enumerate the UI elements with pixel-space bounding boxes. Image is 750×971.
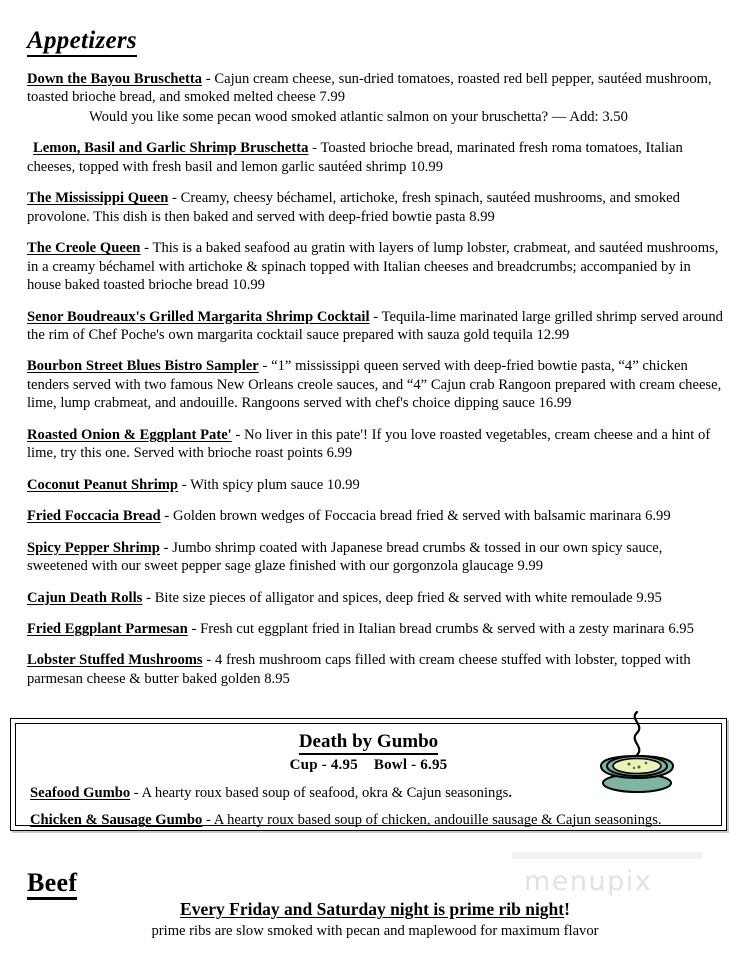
menu-item: [27, 507, 725, 525]
item-description: Cajun cream cheese, sun-dried tomatoes, roasted red bell pepper, sautéed mushroom, toasted brioche bread, and smoked melted cheese 7.99: [27, 71, 712, 106]
prime-rib-headline-suffix: !: [564, 899, 570, 919]
appetizers-title: Appetizers: [27, 28, 137, 57]
item-name: Senor Boudreaux's Grilled Margarita Shrimp Cocktail: [27, 308, 370, 325]
gumbo-title-row: [16, 731, 721, 755]
menu-item: [27, 357, 725, 412]
watermark-bar: [512, 852, 702, 859]
item-name: Lemon, Basil and Garlic Shrimp Bruschetta: [33, 140, 309, 157]
gumbo-price-row: [16, 757, 721, 774]
gumbo-item-list: [16, 784, 721, 829]
item-name: Down the Bayou Bruschetta: [27, 71, 203, 87]
gumbo-box-inner-border: [15, 723, 722, 829]
gumbo-title: Death by Gumbo: [299, 731, 438, 755]
section-heading-appetizers: [27, 28, 137, 57]
gumbo-bowl-price: Bowl - 6.95: [373, 756, 448, 773]
prime-rib-headline: [0, 899, 750, 920]
item-description: Creamy, cheesy béchamel, artichoke, fresh spinach, sautéed mushrooms, and smoked provolone. This dish is then baked and served with deep-fried bowtie pasta 8.99: [27, 190, 680, 225]
item-description: Bite size pieces of alligator and spices, deep fried & served with white remoulade 9.95: [154, 589, 662, 606]
item-description: 4 fresh mushroom caps filled with cream cheese stuffed with lobster, topped with parmesan cheese & butter baked golden 8.95: [27, 652, 691, 687]
menu-item: [27, 189, 725, 226]
item-sub-note: Would you like some pecan wood smoked atlantic salmon on your bruschetta? — Add: 3.50: [89, 108, 628, 125]
item-separator: -: [231, 426, 245, 443]
item-name: Coconut Peanut Shrimp: [27, 476, 179, 493]
item-separator: -: [159, 539, 173, 556]
item-name: Lobster Stuffed Mushrooms: [27, 652, 203, 669]
item-name: Chicken & Sausage Gumbo: [30, 812, 203, 829]
section-heading-beef: [27, 869, 77, 900]
gumbo-item: [30, 811, 701, 829]
item-name: Bourbon Street Blues Bistro Sampler: [27, 358, 259, 375]
gumbo-item: [30, 784, 701, 802]
menu-item: [27, 139, 725, 176]
item-description: Golden brown wedges of Foccacia bread fried & served with balsamic marinara 6.99: [173, 508, 671, 525]
item-description: This is a baked seafood au gratin with layers of lump lobster, crabmeat, and sautéed mushrooms, in a creamy béchamel with artichoke & spinach topped with Italian cheeses and breadcrumbs; accompanied by in house baked toasted brioche bread 10.99: [27, 240, 719, 294]
item-description: Fresh cut eggplant fried in Italian bread crumbs & served with a zesty marinara 6.95: [200, 620, 694, 637]
item-name: Spicy Pepper Shrimp: [27, 539, 160, 556]
appetizer-item-list: [27, 70, 725, 701]
item-separator: -: [202, 812, 214, 829]
item-description: No liver in this pate'! If you love roasted vegetables, cream cheese and a hint of lime, try this one. Served with brioche roast points 6.99: [27, 426, 711, 462]
death-by-gumbo-box: [10, 718, 727, 831]
menu-item: [27, 476, 725, 494]
item-name: Fried Foccacia Bread: [27, 508, 161, 525]
prime-rib-headline-text: Every Friday and Saturday night is prime rib night: [180, 899, 565, 919]
menu-item: [27, 426, 725, 463]
item-separator: -: [202, 71, 215, 87]
item-name: Seafood Gumbo: [30, 784, 131, 801]
item-name: Fried Eggplant Parmesan: [27, 620, 188, 637]
item-separator: -: [258, 358, 272, 375]
menu-item: [27, 589, 725, 607]
item-separator: -: [142, 589, 155, 606]
item-description: A hearty roux based soup of chicken, andouille sausage & Cajun seasonings.: [213, 812, 662, 829]
item-separator: -: [308, 140, 321, 157]
item-separator: -: [130, 784, 142, 801]
menu-item: [27, 308, 725, 345]
item-name: The Mississippi Queen: [27, 190, 169, 207]
item-separator: -: [187, 620, 201, 637]
item-name: The Creole Queen: [27, 240, 141, 257]
beef-title: Beef: [27, 869, 77, 900]
item-description: With spicy plum sauce 10.99: [190, 476, 360, 493]
item-separator: -: [160, 508, 174, 525]
prime-rib-promo: [0, 899, 750, 940]
menu-item: [27, 70, 725, 126]
item-description: Toasted brioche bread, marinated fresh roma tomatoes, Italian cheeses, topped with fresh basil and lemon garlic sautéed shrimp 10.99: [27, 140, 683, 175]
item-separator: -: [140, 240, 153, 257]
item-name: Roasted Onion & Eggplant Pate': [27, 426, 232, 443]
item-separator: -: [178, 476, 191, 493]
item-description: A hearty roux based soup of seafood, okra & Cajun seasonings: [141, 784, 509, 801]
item-description: Jumbo shrimp coated with Japanese bread crumbs & tossed in our own spicy sauce, sweetened with our sweet pepper sage glaze finished with our gorgonzola glaucage 9.99: [27, 539, 663, 575]
prime-rib-subtext: prime ribs are slow smoked with pecan and maplewood for maximum flavor: [151, 923, 599, 939]
item-separator: -: [168, 190, 181, 207]
item-name: Cajun Death Rolls: [27, 589, 143, 606]
menu-item: [27, 620, 725, 638]
menu-item: [27, 539, 725, 576]
item-terminator: .: [508, 784, 512, 801]
menu-item: [27, 239, 725, 294]
menu-item: [27, 651, 725, 688]
item-description: Tequila-lime marinated large grilled shrimp served around the rim of Chef Poche's own margarita cocktail sauce prepared with sauza gold tequila 12.99: [27, 308, 723, 343]
item-separator: -: [369, 308, 382, 325]
menupix-watermark: menupix: [524, 866, 653, 897]
item-description: “1” mississippi queen served with deep-fried bowtie pasta, “4” chicken tenders served with two famous New Orleans creole sauces, and “4” Cajun crab Rangoon prepared with cream cheese, lime, lump crabmeat, and andouille. Rangoons served with chef's choice dipping sauce 16.99: [27, 358, 722, 412]
item-separator: -: [202, 652, 215, 669]
gumbo-cup-price: Cup - 4.95: [289, 756, 358, 773]
